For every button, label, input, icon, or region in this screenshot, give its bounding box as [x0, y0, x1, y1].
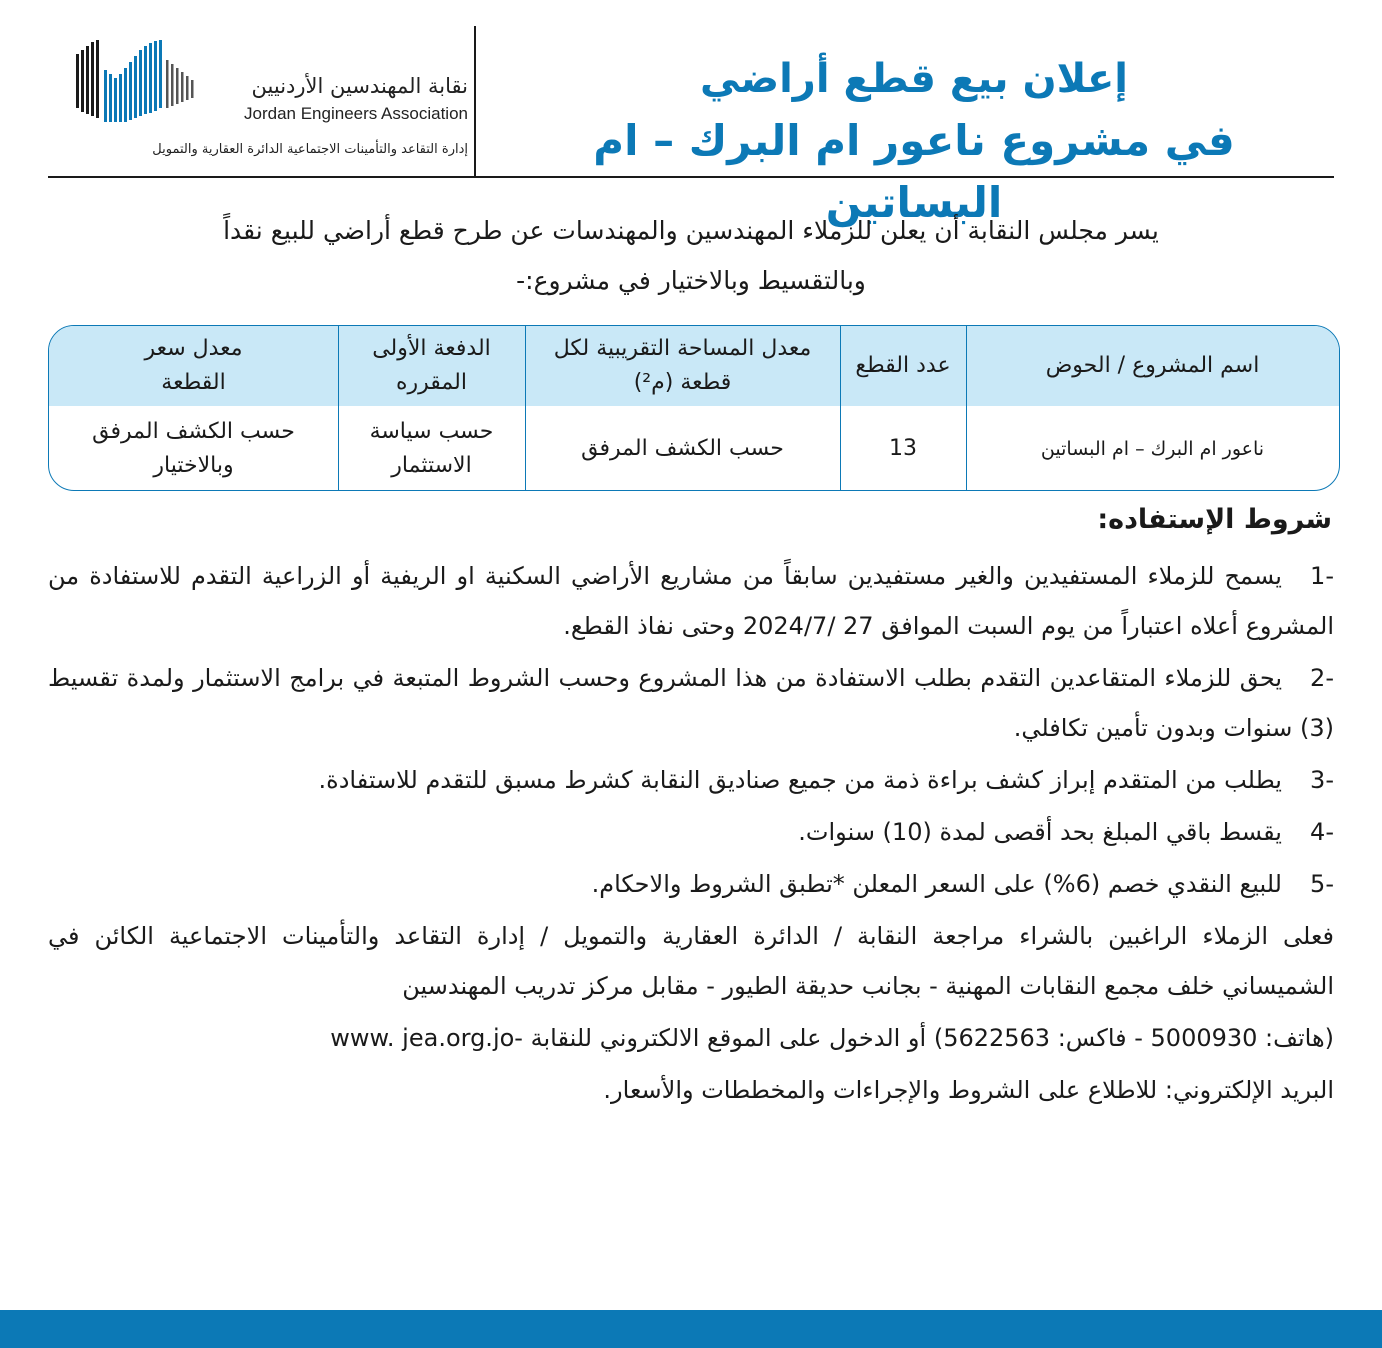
condition-text: للبيع النقدي خصم (6%) على السعر المعلن *تطبق الشروط والاحكام. [591, 870, 1282, 898]
org-name-english: Jordan Engineers Association [244, 104, 468, 123]
condition-item [48, 551, 1334, 651]
intro-line-2: وبالتقسيط وبالاختيار في مشروع:- [516, 266, 866, 295]
condition-number: -3 [1310, 766, 1334, 794]
cell-plots-count: 13 [889, 436, 917, 461]
table-divider [840, 326, 841, 490]
contact-paragraph: فعلى الزملاء الراغبين بالشراء مراجعة النقابة / الدائرة العقارية والتمويل / إدارة التقاعد والتأمينات الاجتماعية الكائن في الشميساني خلف مجمع النقابات المهنية - بجانب حديقة الطيور - مقابل مركز تدريب المهندسين [48, 922, 1334, 1000]
footer-bar [0, 1310, 1382, 1348]
cell-first-payment: حسب سياسة الاستثمار [369, 419, 494, 478]
project-table [48, 325, 1340, 491]
condition-text: يحق للزملاء المتقاعدين التقدم بطلب الاستفادة من هذا المشروع وحسب الشروط المتبعة في برامج الاستثمار ولمدة تقسيط (3) سنوات وبدون تأمين تكافلي. [48, 664, 1334, 742]
title-line-2: في مشروع ناعور ام البرك – ام البساتين [593, 116, 1235, 227]
conditions-title: شروط الإستفاده: [1097, 504, 1332, 535]
header-divider [474, 26, 476, 176]
cell-avg-price: حسب الكشف المرفق وبالاختيار [92, 419, 295, 478]
condition-number: -1 [1310, 562, 1334, 590]
contact-email: البريد الإلكتروني: للاطلاع على الشروط والإجراءات والمخططات والأسعار. [603, 1076, 1334, 1104]
org-department: إدارة التقاعد والتأمينات الاجتماعية الدائرة العقارية والتمويل [152, 142, 468, 157]
page-header [48, 26, 1334, 227]
cell-avg-area: حسب الكشف المرفق [581, 436, 784, 461]
header-rule [48, 176, 1334, 178]
org-name-arabic: نقابة المهندسين الأردنيين [251, 74, 468, 98]
cell-project: ناعور ام البرك – ام البساتين [1040, 438, 1265, 460]
conditions-body [48, 551, 1334, 1117]
condition-item [48, 755, 1334, 805]
condition-text: يسمح للزملاء المستفيدين والغير مستفيدين سابقاً من مشاريع الأراضي السكنية او الريفية أو الزراعية التقدم للاستفادة من المشروع أعلاه اعتباراً من يوم السبت الموافق 27 /2024/7 وحتى نفاذ القطع. [48, 562, 1334, 640]
header-avg-price: معدل سعر القطعة [144, 336, 243, 395]
header-project: اسم المشروع / الحوض [1045, 353, 1260, 378]
intro-paragraph [80, 206, 1302, 306]
condition-text: يقسط باقي المبلغ بحد أقصى لمدة (10) سنوات. [798, 818, 1282, 846]
condition-item [48, 859, 1334, 909]
org-logo-block [48, 26, 468, 176]
condition-number: -2 [1310, 664, 1334, 692]
condition-text: يطلب من المتقدم إبراز كشف براءة ذمة من جميع صناديق النقابة كشرط مسبق للتقدم للاستفادة. [318, 766, 1282, 794]
header-first-payment: الدفعة الأولى المقرره [372, 336, 491, 395]
intro-line-1: يسر مجلس النقابة أن يعلن للزملاء المهندسين والمهندسات عن طرح قطع أراضي للبيع نقداً [223, 216, 1159, 245]
condition-item [48, 653, 1334, 753]
header-plots-count: عدد القطع [855, 353, 951, 378]
condition-item [48, 807, 1334, 857]
title-line-1: إعلان بيع قطع أراضي [699, 56, 1129, 102]
header-avg-area: معدل المساحة التقريبية لكل قطعة (م²) [553, 336, 812, 395]
table-divider [966, 326, 967, 490]
condition-number: -4 [1310, 818, 1334, 846]
condition-number: -5 [1310, 870, 1334, 898]
table-divider [525, 326, 526, 490]
contact-phone-website: (هاتف: 5000930 - فاكس: 5622563) أو الدخول على الموقع الالكتروني للنقابة -www. jea.org.jo [330, 1024, 1334, 1052]
table-divider [338, 326, 339, 490]
